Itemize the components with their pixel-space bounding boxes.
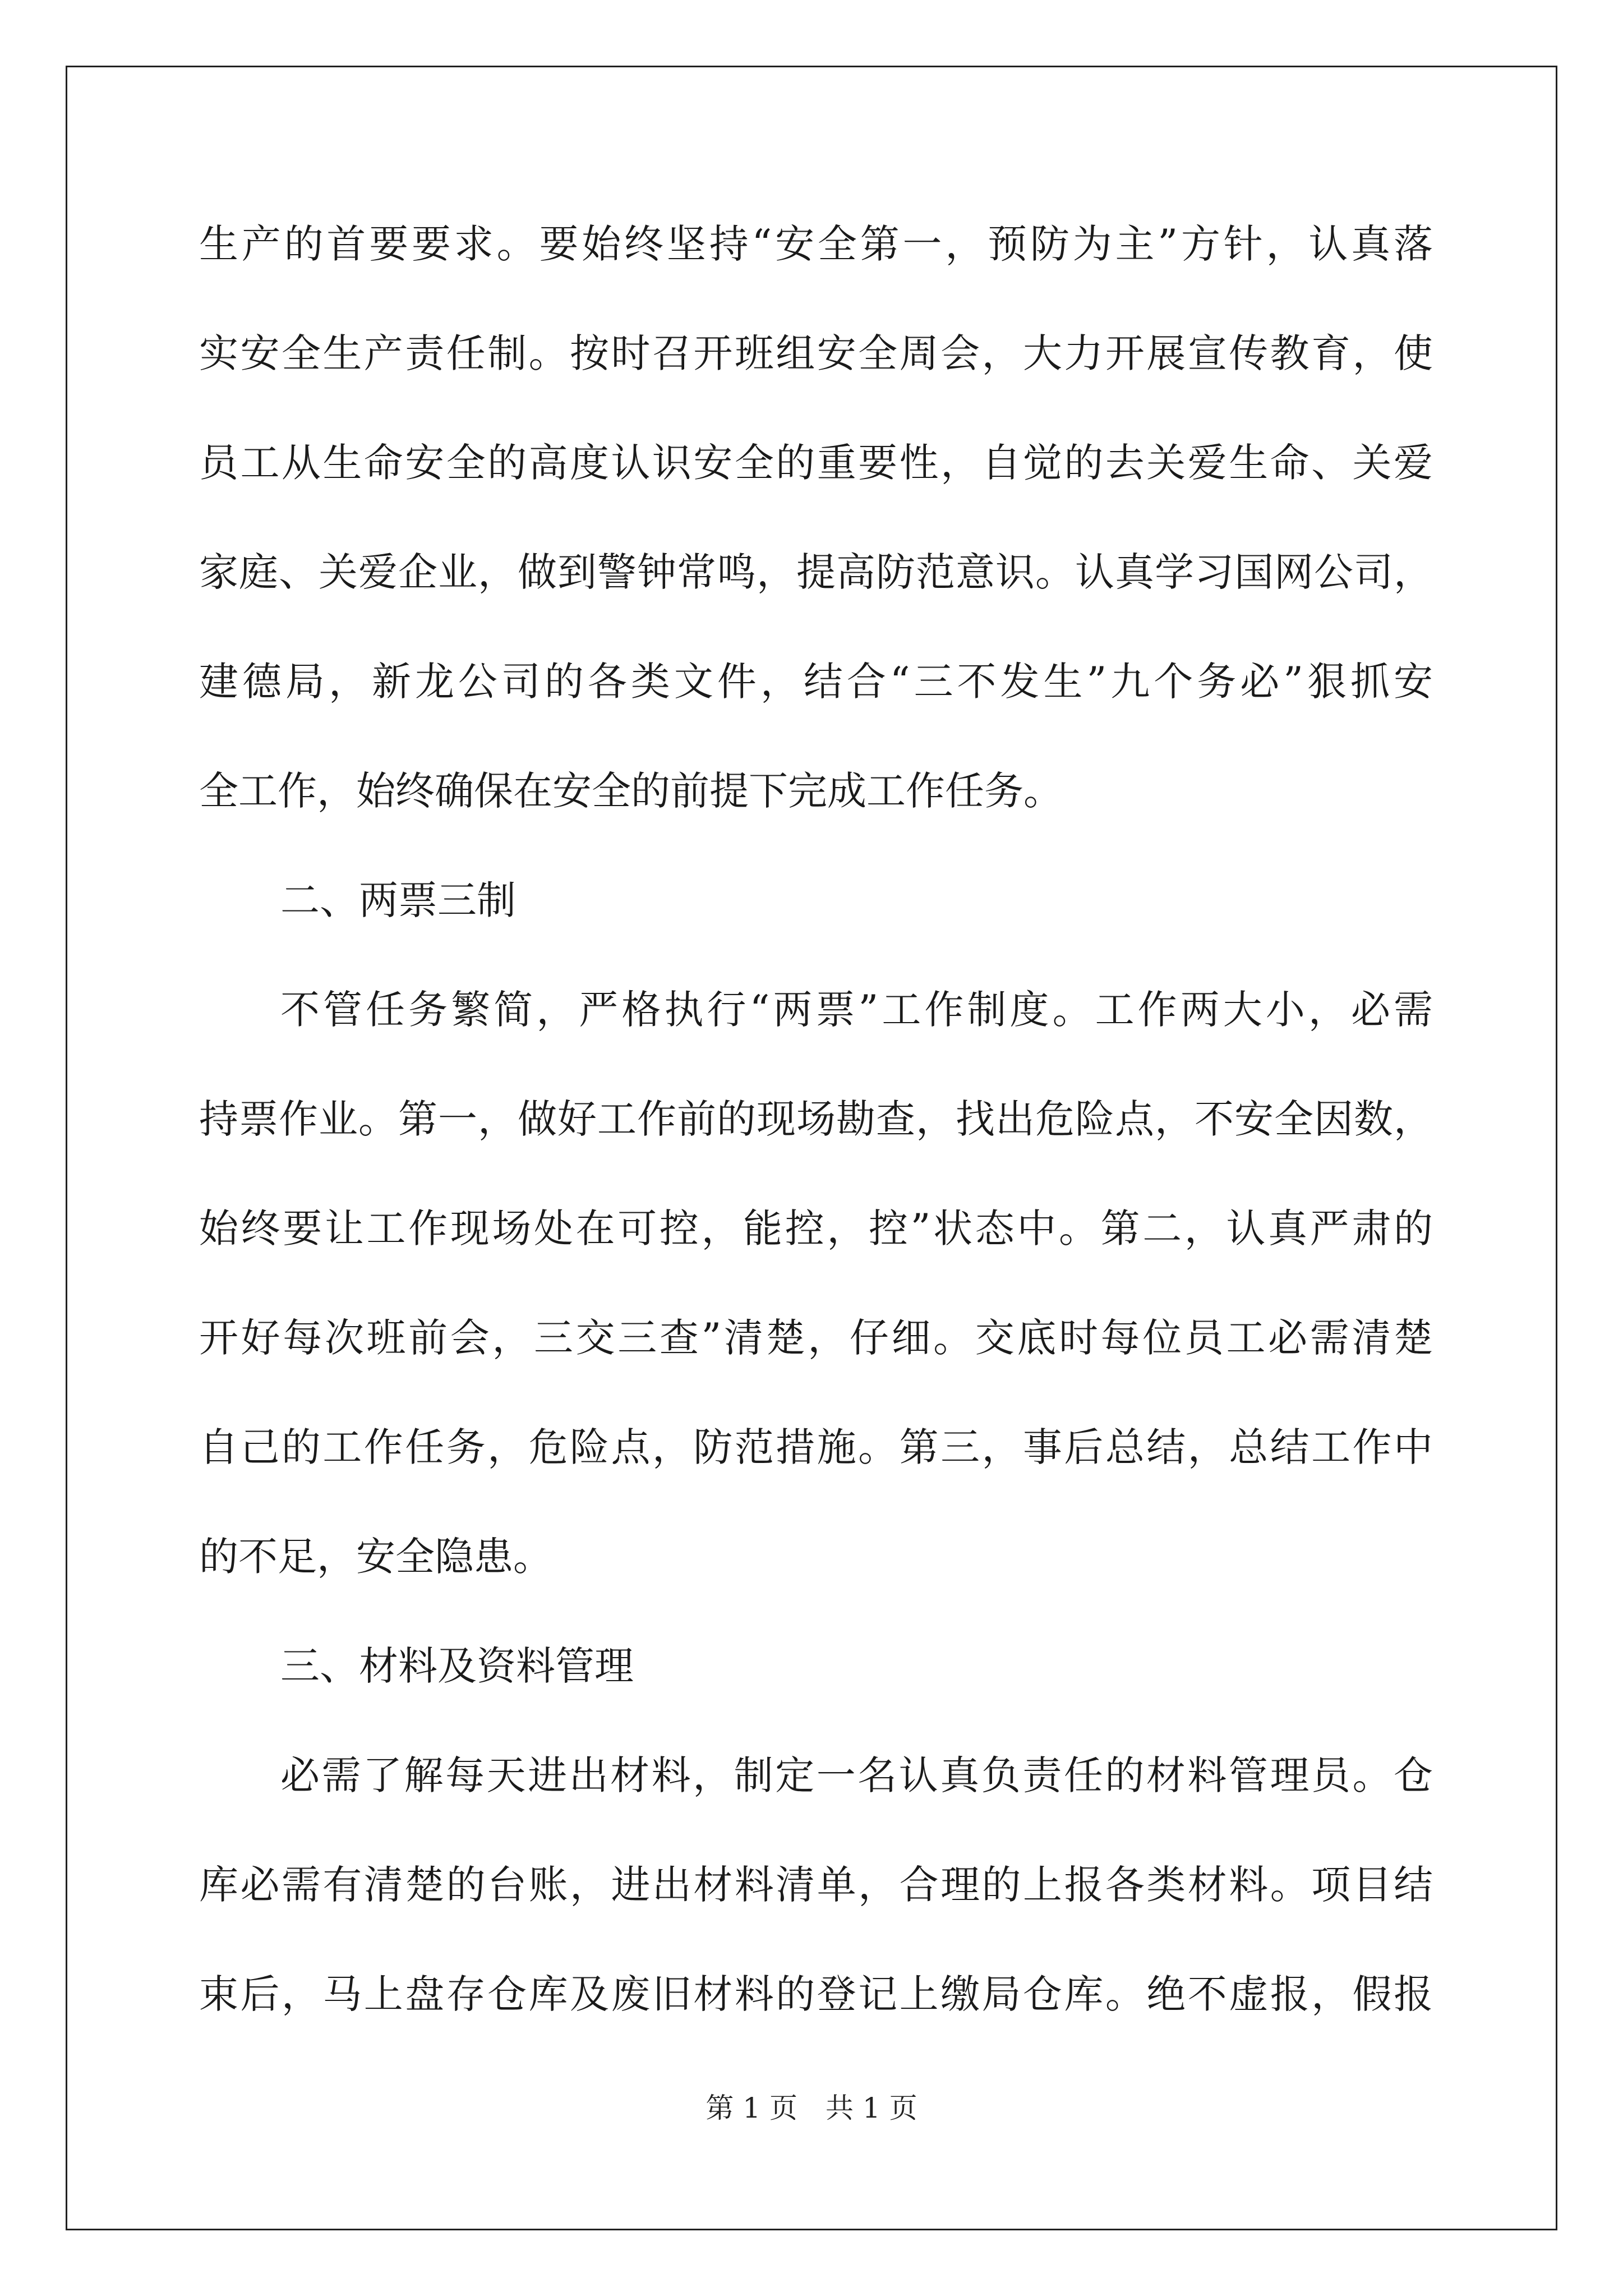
paragraph-line: 不管任务繁简，严格执行“两票”工作制度。工作两大小，必需 (280, 987, 1433, 1033)
paragraph-line: 家庭、关爱企业，做到警钟常鸣，提高防范意识。认真学习国网公司， (199, 549, 1433, 595)
paragraph-line: 实安全生产责任制。按时召开班组安全周会，大力开展宣传教育，使 (199, 330, 1433, 376)
paragraph-line: 库必需有清楚的台账，进出材料清单，合理的上报各类材料。项目结 (199, 1862, 1433, 1908)
paragraph-line: 建德局，新龙公司的各类文件，结合“三不发生”九个务必”狠抓安 (199, 659, 1433, 705)
paragraph-line: 持票作业。第一，做好工作前的现场勘查，找出危险点，不安全因数， (199, 1096, 1433, 1142)
section-heading: 二、两票三制 (280, 877, 516, 923)
document-body (199, 216, 1433, 2076)
paragraph-line: 员工从生命安全的高度认识安全的重要性，自觉的去关爱生命、关爱 (199, 440, 1433, 486)
paragraph-line: 开好每次班前会，三交三查”清楚，仔细。交底时每位员工必需清楚 (199, 1315, 1433, 1361)
paragraph-line: 必需了解每天进出材料，制定一名认真负责任的材料管理员。仓 (280, 1752, 1433, 1798)
paragraph-line: 生产的首要要求。要始终坚持“安全第一，预防为主”方针，认真落 (199, 221, 1433, 267)
page-number-footer: 第 1 页 共 1 页 (706, 2092, 917, 2124)
paragraph-line: 全工作，始终确保在安全的前提下完成工作任务。 (199, 768, 1063, 814)
paragraph-line: 自己的工作任务，危险点，防范措施。第三，事后总结，总结工作中 (199, 1424, 1433, 1470)
paragraph-line: 始终要让工作现场处在可控，能控，控”状态中。第二，认真严肃的 (199, 1205, 1433, 1251)
paragraph-line: 束后，马上盘存仓库及废旧材料的登记上缴局仓库。绝不虚报，假报 (199, 1971, 1433, 2017)
paragraph-line: 的不足，安全隐患。 (199, 1534, 552, 1580)
section-heading: 三、材料及资料管理 (280, 1643, 634, 1689)
